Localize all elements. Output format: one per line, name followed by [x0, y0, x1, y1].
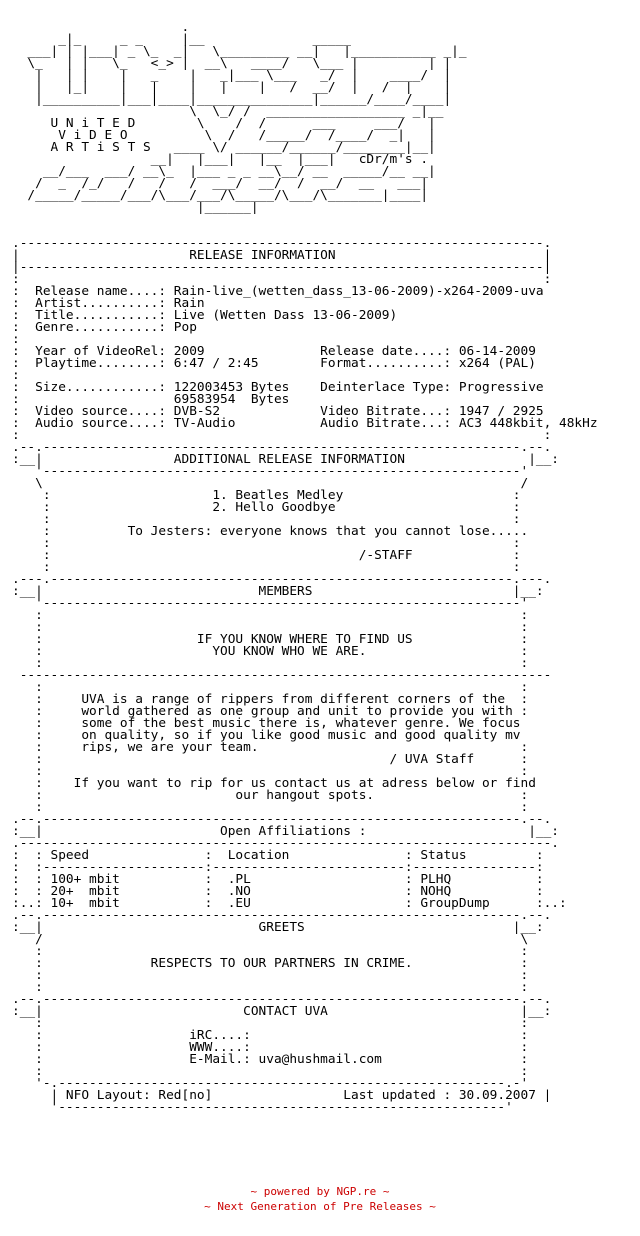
footer [0, 1184, 640, 1214]
powered-by-link[interactable]: ~ powered by NGP.re ~ [250, 1185, 390, 1198]
nfo-ascii-text: . _|_ _ _ |__ _____ ___| | |___| _ \_ _| \_________ __| |___________ _|_ \_ | | \_ <_> | __\ ____/ \___ | | | | | | | _ | _|___ \___ _/ | ____/ | | |_| | | | | | / __/ | / | | |__________|___|____|_______________|______/____/____| \ \_/ / __________________ _|__ U N i T E D \ / / ___ ___/ | V i D E O \ / /_____/ /____/ _| | A R T i S T S ____ \/ ______/______/________|__| __| |___| |__ |___| cDr/m's . __/___ ___/ __\_ |___ _ _ __\__/ __ _____/__ __| / _ /_/ / / / ___/ __/ / __/ __ ___| /_____/_____/___/\___/___/\_____/\___/\_______|____| |______| .--------------------------------------------------------------------. | RELEASE INFORMATION | |--------------------------------------------------------------------| : : : Release name....: Rain-live_(wetten_dass_13-06-2009)-x264-2009-uva : Artist..........: Rain : Title...........: Live (Wetten Dass 13-06-2009) : Genre...........: Pop : : Year of VideoRel: 2009 Release date....: 06-14-2009 : Playtime........: 6:47 / 2:45 Format..........: x264 (PAL) : : Size............: 122003453 Bytes Deinterlace Type: Progressive : 69583954 Bytes : Video source....: DVB-S2 Video Bitrate...: 1947 / 2925 : Audio source....: TV-Audio Audio Bitrate...: AC3 448kbit, 48kHz : : .--.--------------------------------------------------------------.--. :__| ADDITIONAL RELEASE INFORMATION |__: '--------------------------------------------------------------' \ / : 1. Beatles Medley : : 2. Hello Goodbye : : : : To Jesters: everyone knows that you cannot lose..... : : : /-STAFF : : : .---.------------------------------------------------------------.---. :__| MEMBERS |__: '--------------------------------------------------------------' : : : : : IF YOU KNOW WHERE TO FIND US : : YOU KNOW WHO WE ARE. : : : --------------------------------------------------------------------- : : : UVA is a range of rippers from different corners of the : : world gathered as one group and unit to provide you with : : some of the best music there is, whatever genre. We focus : on quality, so if you like good music and good quality mv : rips, we are your team. : : / UVA Staff : : : : If you want to rip for us contact us at adress below or find : our hangout spots. : : : .--.--------------------------------------------------------------.--. :__| Open Affiliations : |__: .---------------------------------------------------------------------. : : Speed : Location : Status : : :---------------------:-------------------------:----------------: : : 100+ mbit : .PL : PLHQ : : : 20+ mbit : .NO : NOHQ : :..: 10+ mbit : .EU : GroupDump :..: .--.--------------------------------------------------------------.--. :__| GREETS |__: / \ : : : RESPECTS TO OUR PARTNERS IN CRIME. : : : : : .--.--------------------------------------------------------------.--. :__| CONTACT UVA |__: : : : iRC....: : : WWW....: : : E-Mail.: uva@hushmail.com : : : '-.----------------------------------------------------------.-' | NFO Layout: Red[no] Last updated : 30.09.2007 | '----------------------------------------------------------' [12, 20, 598, 1115]
next-generation-link[interactable]: ~ Next Generation of Pre Releases ~ [204, 1200, 436, 1213]
